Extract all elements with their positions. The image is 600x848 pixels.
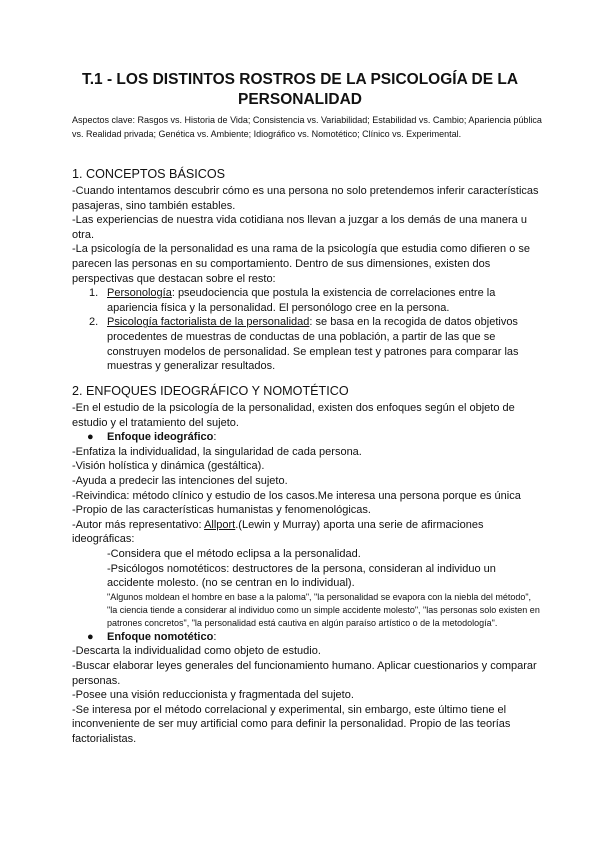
definition: : se basa en la recogida de datos objetivos procedentes de muestras de conductas de una población, a partir de las que se construyen modelos de personalidad. Se emplean test y patrones para comparar las muestras y generalizar resultados. bbox=[107, 316, 519, 373]
paragraph: -Las experiencias de nuestra vida cotidiana nos llevan a juzgar a los demás de una manera u otra. bbox=[72, 214, 527, 241]
section-heading: 2. ENFOQUES IDEOGRÁFICO Y NOMOTÉTICO bbox=[72, 384, 349, 398]
paragraph: -Visión holística y dinámica (gestáltica). bbox=[72, 460, 265, 473]
page-title: T.1 - LOS DISTINTOS ROSTROS DE LA PSICOLOGÍA DE LA PERSONALIDAD bbox=[81, 71, 519, 108]
paragraph: -Propio de las características humanistas y fenomenológicas. bbox=[72, 504, 371, 517]
paragraph: -En el estudio de la psicología de la personalidad, existen dos enfoques según el objeto de estudio y el tratamiento del sujeto. bbox=[72, 402, 515, 429]
sub-point: -Psicólogos nomotéticos: destructores de la persona, consideran al individuo un accidente molesto. (no se centran en lo individual). bbox=[107, 562, 496, 590]
bullet-dot-icon: ● bbox=[87, 431, 94, 444]
quote-block: "Algunos moldean el hombre en base a la paloma", "la personalidad se evapora con la niebla del método", "la ciencia tiende a considerar al individuo como un simple accidente molesto", "las personas solo existen en patrones concretos", "la personalidad está cautiva en algún paraíso artístico o de la metodología". bbox=[107, 591, 540, 628]
paragraph: -Posee una visión reduccionista y fragmentada del sujeto. bbox=[72, 689, 354, 702]
paragraph: -Ayuda a predecir las intenciones del sujeto. bbox=[72, 474, 288, 487]
bullet-nomothetic bbox=[72, 630, 542, 645]
term: Psicología factorialista de la personalidad bbox=[107, 316, 310, 329]
bullet-colon: : bbox=[213, 431, 217, 444]
section-enfoques bbox=[72, 383, 542, 746]
definition: : pseudociencia que postula la existencia de correlaciones entre la apariencia física y la personalidad. El personólogo cree en la persona. bbox=[107, 287, 496, 314]
paragraph: -Reivindica: método clínico y estudio de los casos.Me interesa una persona porque es única bbox=[72, 489, 521, 502]
bullet-ideographic bbox=[72, 430, 542, 445]
author-suffix: .(Lewin y Murray) aporta una serie de afirmaciones ideográficas: bbox=[72, 518, 484, 546]
author-prefix: -Autor más representativo: bbox=[72, 518, 205, 531]
list-number: 1. bbox=[89, 287, 99, 300]
bullet-colon: : bbox=[213, 630, 217, 643]
term: Personología bbox=[107, 287, 172, 300]
section-conceptos-basicos bbox=[72, 166, 542, 374]
paragraph: -Se interesa por el método correlacional y experimental, sin embargo, este último tiene el inconveniente de ser muy artificial como para definir la personalidad. Propio de las teorías factorialistas. bbox=[72, 703, 511, 745]
sub-point: -Considera que el método eclipsa a la personalidad. bbox=[107, 547, 361, 560]
paragraph: -Buscar elaborar leyes generales del funcionamiento humano. Aplicar cuestionarios y comparar personas. bbox=[72, 659, 537, 687]
bullet-label: Enfoque ideográfico bbox=[107, 431, 214, 444]
numbered-list bbox=[72, 286, 542, 374]
section-heading: 1. CONCEPTOS BÁSICOS bbox=[72, 167, 226, 181]
paragraph: -Cuando intentamos descubrir cómo es una persona no solo pretendemos inferir características pasajeras, sino también estables. bbox=[72, 185, 539, 212]
bullet-dot-icon: ● bbox=[87, 630, 94, 643]
key-points: Aspectos clave: Rasgos vs. Historia de Vida; Consistencia vs. Variabilidad; Estabilidad vs. Cambio; Apariencia pública vs. Realidad privada; Genética vs. Ambiente; Idiográfico vs. Nomotético; Clínico vs. Experimental. bbox=[72, 115, 542, 139]
list-item bbox=[72, 315, 542, 373]
paragraph-author bbox=[72, 518, 542, 547]
paragraph: -La psicología de la personalidad es una rama de la psicología que estudia como difieren o se parecen las personas en su comportamiento. Dentro de sus dimensiones, existen dos perspectivas que destacan sobre el resto: bbox=[72, 243, 531, 285]
list-number: 2. bbox=[89, 316, 99, 329]
list-item bbox=[72, 286, 542, 315]
bullet-label: Enfoque nomotético bbox=[107, 630, 214, 643]
author-name: Allport bbox=[204, 518, 236, 531]
paragraph: -Descarta la individualidad como objeto de estudio. bbox=[72, 645, 321, 658]
paragraph: -Enfatiza la individualidad, la singularidad de cada persona. bbox=[72, 445, 362, 458]
